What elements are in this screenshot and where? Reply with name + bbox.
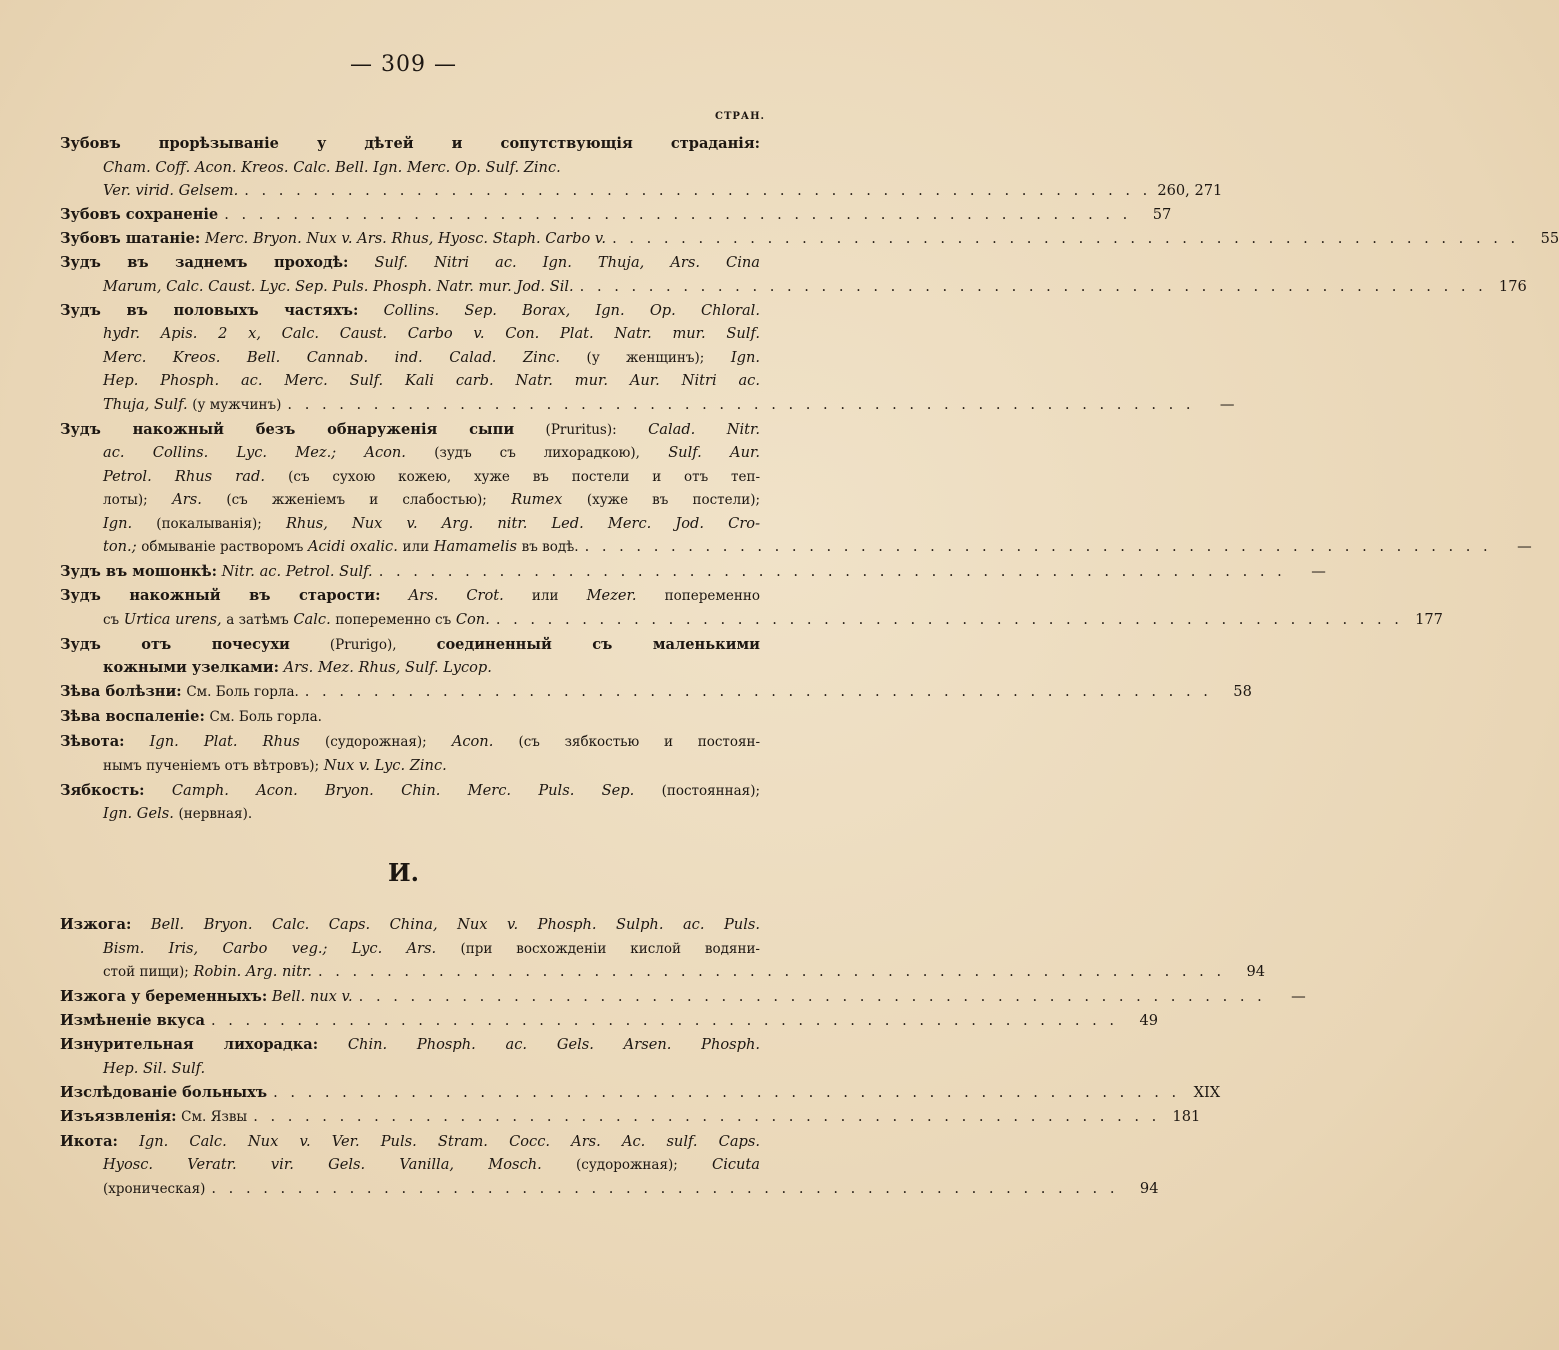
entry-remedies: Ign. bbox=[103, 514, 133, 532]
page-ref: — bbox=[1311, 563, 1326, 580]
page-ref: — bbox=[1517, 538, 1532, 555]
entry-remedies: Bell. nux v. bbox=[271, 988, 353, 1005]
leader-dots: . . . . . . . . . . . . . . . . . . . . . . . . . . . . . . . . . . . . . . . . . . . . . . . . . . . . . bbox=[612, 230, 1520, 247]
entry-note: (съ жженіемъ и слабостью); bbox=[226, 492, 487, 508]
entry-note: попеременно bbox=[664, 588, 760, 604]
entry-remedies: Hyosc. Veratr. vir. Gels. Vanilla, Mosch. bbox=[103, 1156, 542, 1173]
entry-remedies: Sulf. Nitri ac. Ign. Thuja, Ars. Cina bbox=[374, 254, 760, 271]
page-ref: 94 bbox=[1139, 1179, 1159, 1197]
leader-dots: . . . . . . . . . . . . . . . . . . . . . . . . . . . . . . . . . . . . . . . . . . . . . . . . . . . . . bbox=[244, 182, 1152, 199]
entry-note: (покалыванія); bbox=[156, 515, 262, 532]
entry-remedies: Bell. Bryon. Calc. Caps. China, Nux v. Phosph. Sulph. ac. Puls. bbox=[150, 916, 760, 933]
entry-note: попеременно съ bbox=[335, 611, 452, 628]
entry-term: соединенный съ маленькими bbox=[436, 635, 761, 653]
leader-dots: . . . . . . . . . . . . . . . . . . . . . . . . . . . . . . . . . . . . . . . . . . . . . . . . . . . . . bbox=[210, 1012, 1119, 1029]
entry-term: Зудъ отъ почесухи bbox=[60, 635, 290, 653]
entry-remedies: Cham. Coff. Acon. Kreos. Calc. Bell. Ign. Merc. Op. Sulf. Zinc. bbox=[103, 158, 561, 176]
page-ref: 176 bbox=[1498, 277, 1527, 295]
index-entry bbox=[60, 1081, 1221, 1105]
entry-note: (постоянная); bbox=[661, 782, 761, 799]
index-entry bbox=[60, 1105, 1201, 1130]
entry-remedies: Calad. Nitr. bbox=[648, 420, 761, 438]
index-entry bbox=[60, 913, 1266, 985]
entry-remedies: Marum, Calc. Caust. Lyc. Sep. Puls. Phosph. Natr. mur. Jod. Sil. bbox=[103, 277, 574, 295]
index-entry bbox=[60, 203, 1172, 227]
index-entry bbox=[60, 1009, 1159, 1033]
entry-remedies: Cicuta bbox=[712, 1156, 761, 1173]
index-entry bbox=[60, 985, 1306, 1009]
leader-dots: . . . . . . . . . . . . . . . . . . . . . . . . . . . . . . . . . . . . . . . . . . . . . . . . . . . . . bbox=[211, 1179, 1119, 1197]
index-entry bbox=[60, 584, 1443, 632]
entry-remedies: Thuja, Sulf. bbox=[103, 395, 188, 413]
entry-note: (Prurigo), bbox=[329, 636, 397, 653]
entry-note: въ водѣ. bbox=[521, 539, 579, 555]
index-entry bbox=[60, 251, 1527, 298]
page-ref: 55 bbox=[1540, 230, 1559, 247]
leader-dots: . . . . . . . . . . . . . . . . . . . . . . . . . . . . . . . . . . . . . . . . . . . . . . . . . . . . . bbox=[287, 395, 1195, 413]
section-letter-heading: И. bbox=[387, 858, 420, 887]
entry-remedies: Nux v. Lyc. Zinc. bbox=[323, 756, 447, 774]
entry-remedies: Ign. bbox=[730, 348, 761, 366]
entry-term: Зубовъ шатаніе: bbox=[60, 230, 201, 247]
entry-term: Зубовъ сохраненіе bbox=[60, 206, 219, 223]
entry-remedies: Hep. Phosph. ac. Merc. Sulf. Kali carb. Natr. mur. Aur. Nitri ac. bbox=[103, 372, 760, 389]
entry-note: или bbox=[402, 539, 430, 555]
entry-remedies: ton.; bbox=[103, 538, 137, 555]
entry-remedies: Ars. Crot. bbox=[408, 587, 504, 604]
entry-note: (зудъ съ лихорадкою), bbox=[434, 445, 640, 461]
entry-note: (судорожная); bbox=[324, 734, 427, 750]
entry-term: Изъязвленія: bbox=[60, 1107, 177, 1125]
entry-remedies: Ver. virid. Gelsem. bbox=[103, 182, 239, 199]
entry-remedies: Camph. Acon. Bryon. Chin. Merc. Puls. Sep. bbox=[171, 781, 635, 799]
entry-note: (у женщинъ); bbox=[586, 349, 705, 366]
entry-note: (хуже въ постели); bbox=[586, 492, 761, 508]
entry-term: Изнурительная лихорадка: bbox=[60, 1036, 319, 1053]
page-ref: 49 bbox=[1139, 1012, 1159, 1029]
entry-term: Зудъ накожный въ старости: bbox=[60, 587, 381, 604]
entry-remedies: Mezer. bbox=[586, 587, 637, 604]
entry-term: Изслѣдованіе больныхъ bbox=[60, 1083, 268, 1101]
entry-term: Зѣва воспаленіе: bbox=[60, 708, 205, 725]
entry-remedies: Collins. Sep. Borax, Ign. Op. Chloral. bbox=[383, 301, 760, 319]
entry-remedies: Petrol. Rhus rad. bbox=[103, 467, 265, 485]
index-entry bbox=[60, 680, 1252, 705]
index-entry bbox=[60, 1033, 760, 1080]
leader-dots: . . . . . . . . . . . . . . . . . . . . . . . . . . . . . . . . . . . . . . . . . . . . . . . . . . . . . bbox=[318, 963, 1226, 980]
index-entry bbox=[60, 1130, 1159, 1202]
entry-note: обмываніе растворомъ bbox=[141, 539, 304, 555]
entry-note: См. Боль горла. bbox=[209, 709, 322, 725]
entry-term: Зудъ въ половыхъ частяхъ: bbox=[60, 301, 359, 319]
entry-remedies: Con. bbox=[455, 610, 490, 628]
entry-note: (при восхожденіи кислой водяни- bbox=[460, 940, 760, 957]
entry-remedies: Ign. Gels. bbox=[103, 805, 174, 822]
entry-term: Зябкость: bbox=[60, 781, 145, 799]
entry-term: Зудъ въ мошонкѣ: bbox=[60, 563, 217, 580]
entry-remedies: Merc. Bryon. Nux v. Ars. Rhus, Hyosc. Staph. Carbo v. bbox=[204, 230, 607, 247]
page-ref: 181 bbox=[1172, 1107, 1201, 1125]
entry-term: Зудъ въ заднемъ проходѣ: bbox=[60, 254, 349, 271]
entry-remedies: Urtica urens, bbox=[123, 610, 222, 628]
entry-remedies: Ars. bbox=[172, 491, 202, 508]
entry-remedies: Chin. Phosph. ac. Gels. Arsen. Phosph. bbox=[347, 1036, 760, 1053]
entry-remedies: Acidi oxalic. bbox=[307, 538, 398, 555]
entry-note: (съ сухою кожею, хуже въ постели и отъ теп- bbox=[288, 468, 761, 485]
index-entry bbox=[60, 779, 760, 827]
leader-dots: . . . . . . . . . . . . . . . . . . . . . . . . . . . . . . . . . . . . . . . . . . . . . . . . . . . . . bbox=[358, 988, 1266, 1005]
entry-remedies: Robin. Arg. nitr. bbox=[193, 963, 312, 980]
entry-remedies: Ign. Plat. Rhus bbox=[149, 733, 300, 750]
entry-term: Зѣва болѣзни: bbox=[60, 683, 182, 700]
entry-term: Измѣненіе вкуса bbox=[60, 1012, 205, 1029]
page-column-label: СТРАН. bbox=[715, 111, 765, 122]
page-ref: 260, 271 bbox=[1157, 182, 1223, 199]
entry-note: См. Боль горла. bbox=[186, 684, 299, 700]
entry-remedies: Calc. bbox=[293, 610, 331, 628]
entry-remedies: Sulf. Aur. bbox=[668, 444, 760, 461]
entry-term: Изжога: bbox=[60, 916, 132, 933]
entry-remedies: Bism. Iris, Carbo veg.; Lyc. Ars. bbox=[103, 939, 437, 957]
page-ref: — bbox=[1219, 395, 1235, 413]
leader-dots: . . . . . . . . . . . . . . . . . . . . . . . . . . . . . . . . . . . . . . . . . . . . . . . . . . . . . bbox=[579, 277, 1487, 295]
page-ref: 94 bbox=[1246, 963, 1266, 980]
entry-remedies: Hep. Sil. Sulf. bbox=[103, 1059, 206, 1077]
leader-dots: . . . . . . . . . . . . . . . . . . . . . . . . . . . . . . . . . . . . . . . . . . . . . . . . . . . . . bbox=[304, 683, 1212, 700]
entry-note: а затѣмъ bbox=[226, 611, 289, 628]
page-ref: 58 bbox=[1233, 683, 1252, 700]
index-entry bbox=[60, 418, 1532, 560]
entry-remedies: Rumex bbox=[511, 491, 563, 508]
entry-note: или bbox=[531, 588, 559, 604]
entry-note: (у мужчинъ) bbox=[192, 396, 282, 413]
entry-remedies: Hamamelis bbox=[433, 538, 517, 555]
page-ref: XIX bbox=[1193, 1083, 1221, 1101]
entry-remedies: Ars. Mez. Rhus, Sulf. Lycop. bbox=[283, 659, 492, 676]
entry-term: Изжога у беременныхъ: bbox=[60, 988, 268, 1005]
index-entry bbox=[60, 633, 760, 680]
entry-note: лоты); bbox=[103, 492, 148, 508]
entry-remedies: Rhus, Nux v. Arg. nitr. Led. Merc. Jod. Cro- bbox=[285, 514, 761, 532]
entry-note: (съ зябкостью и постоян- bbox=[518, 734, 761, 750]
entry-note: (хроническая) bbox=[103, 1180, 206, 1197]
entry-remedies: ac. Collins. Lyc. Mez.; Acon. bbox=[103, 444, 406, 461]
page-number: — 309 — bbox=[350, 52, 457, 77]
page-ref: 57 bbox=[1152, 206, 1172, 223]
index-section-z bbox=[60, 132, 1559, 827]
index-section-i bbox=[60, 913, 1306, 1202]
entry-remedies: Nitr. ac. Petrol. Sulf. bbox=[221, 563, 373, 580]
entry-term: Зудъ накожный безъ обнаруженія сыпи bbox=[60, 420, 515, 438]
leader-dots: . . . . . . . . . . . . . . . . . . . . . . . . . . . . . . . . . . . . . . . . . . . . . . . . . . . . . bbox=[495, 610, 1403, 628]
leader-dots: . . . . . . . . . . . . . . . . . . . . . . . . . . . . . . . . . . . . . . . . . . . . . . . . . . . . . bbox=[273, 1083, 1181, 1101]
index-entry bbox=[60, 299, 1235, 418]
entry-note: (нервная). bbox=[178, 806, 253, 822]
entry-note: нымъ пученіемъ отъ вѣтровъ); bbox=[103, 757, 320, 774]
index-entry bbox=[60, 560, 1326, 584]
entry-term: Зѣвота: bbox=[60, 733, 125, 750]
entry-remedies: Acon. bbox=[451, 733, 494, 750]
entry-remedies: Ign. Calc. Nux v. Ver. Puls. Stram. Cocc. Ars. Ac. sulf. Caps. bbox=[139, 1132, 761, 1150]
index-entry bbox=[60, 705, 760, 730]
leader-dots: . . . . . . . . . . . . . . . . . . . . . . . . . . . . . . . . . . . . . . . . . . . . . . . . . . . . . bbox=[378, 563, 1286, 580]
entry-term: Зубовъ прорѣзываніе у дѣтей и сопутствующія страданія: bbox=[60, 135, 760, 152]
entry-remedies: Merc. Kreos. Bell. Cannab. ind. Calad. Zinc. bbox=[103, 348, 560, 366]
entry-term: кожными узелками: bbox=[103, 659, 280, 676]
entry-note: стой пищи); bbox=[103, 964, 189, 980]
entry-note: См. Язвы bbox=[181, 1108, 248, 1125]
index-entry bbox=[60, 730, 760, 778]
entry-note: (Pruritus): bbox=[545, 421, 617, 438]
leader-dots: . . . . . . . . . . . . . . . . . . . . . . . . . . . . . . . . . . . . . . . . . . . . . . . . . . . . . bbox=[584, 538, 1492, 555]
entry-term: Икота: bbox=[60, 1132, 118, 1150]
entry-remedies: hydr. Apis. 2 x, Calc. Caust. Carbo v. Con. Plat. Natr. mur. Sulf. bbox=[103, 325, 760, 342]
page-ref: 177 bbox=[1415, 610, 1443, 628]
entry-note: съ bbox=[103, 611, 120, 628]
leader-dots: . . . . . . . . . . . . . . . . . . . . . . . . . . . . . . . . . . . . . . . . . . . . . . . . . . . . . bbox=[253, 1107, 1161, 1125]
page-ref: — bbox=[1291, 988, 1306, 1005]
index-entry bbox=[60, 227, 1559, 251]
leader-dots: . . . . . . . . . . . . . . . . . . . . . . . . . . . . . . . . . . . . . . . . . . . . . . . . . . . . . bbox=[224, 206, 1132, 223]
entry-note: (судорожная); bbox=[576, 1157, 678, 1173]
index-entry bbox=[60, 132, 1223, 203]
